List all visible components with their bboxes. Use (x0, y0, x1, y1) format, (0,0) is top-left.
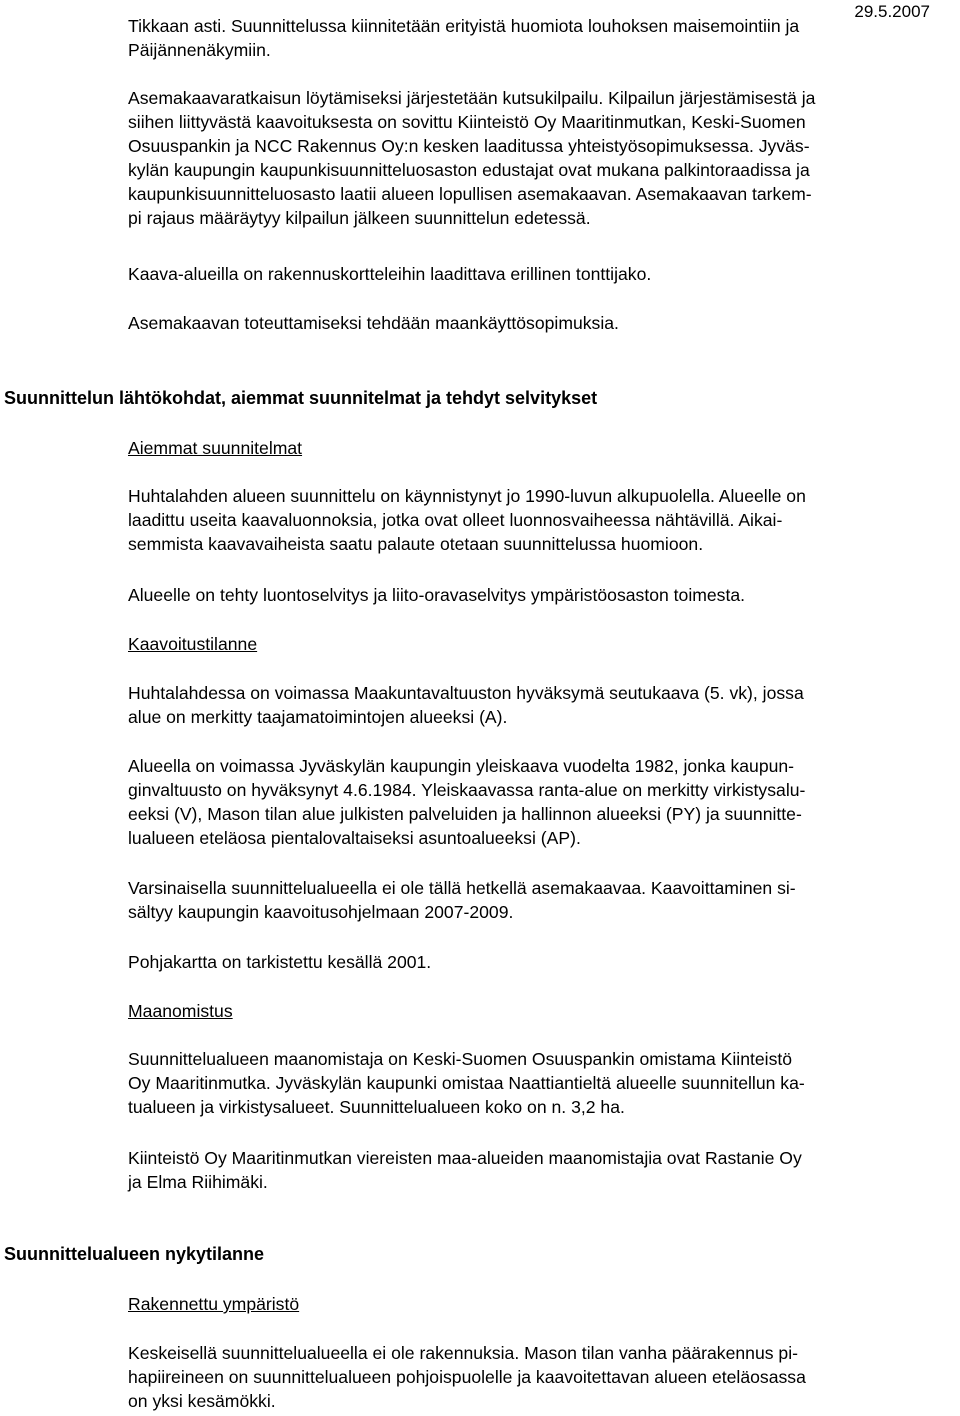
section-heading: Suunnittelun lähtökohdat, aiemmat suunnitelmat ja tehdyt selvitykset (4, 388, 598, 408)
text-line: laadittu useita kaavaluonnoksia, jotka ovat olleet luonnosvaiheessa nähtävillä. Aikai- (128, 510, 783, 530)
paragraph (128, 876, 948, 924)
text-line: kylän kaupungin kaupunkisuunnitteluosaston edustajat ovat mukana palkintoraadissa ja (128, 160, 810, 180)
paragraph (128, 262, 948, 286)
text-line: Alueella on voimassa Jyväskylän kaupungin yleiskaava vuodelta 1982, jonka kaupun- (128, 756, 795, 776)
text-line: Oy Maaritinmutka. Jyväskylän kaupunki omistaa Naattiantieltä alueelle suunnitellun ka- (128, 1073, 805, 1093)
subsection-heading: Rakennettu ympäristö (128, 1294, 300, 1314)
paragraph (128, 1047, 948, 1119)
text-line: Päijännenäkymiin. (128, 40, 271, 60)
text-line: alue on merkitty taajamatoimintojen alueeksi (A). (128, 707, 508, 727)
text-line: lualueen eteläosa pientalovaltaiseksi asuntoalueeksi (AP). (128, 828, 581, 848)
paragraph (128, 754, 948, 850)
subsection-heading: Kaavoitustilanne (128, 634, 258, 654)
text-line: on yksi kesämökki. (128, 1391, 276, 1411)
text-line: ja Elma Riihimäki. (128, 1172, 268, 1192)
text-line: Pohjakartta on tarkistettu kesällä 2001. (128, 952, 432, 972)
text-line: hapiireineen on suunnittelualueen pohjoispuolelle ja kaavoitettavan alueen eteläosassa (128, 1367, 806, 1387)
text-line: Suunnittelualueen maanomistaja on Keski-Suomen Osuuspankin omistama Kiinteistö (128, 1049, 793, 1069)
paragraph (128, 484, 948, 556)
paragraph (128, 14, 948, 62)
section-heading: Suunnittelualueen nykytilanne (4, 1244, 265, 1264)
text-line: tualueen ja virkistysalueet. Suunnittelualueen koko on n. 3,2 ha. (128, 1097, 625, 1117)
text-line: ginvaltuusto on hyväksynyt 4.6.1984. Yleiskaavassa ranta-alue on merkitty virkistysalu- (128, 780, 806, 800)
text-line: Alueelle on tehty luontoselvitys ja liito-oravaselvitys ympäristöosaston toimesta. (128, 585, 746, 605)
text-line: Asemakaavan toteuttamiseksi tehdään maankäyttösopimuksia. (128, 313, 619, 333)
paragraph (128, 86, 948, 230)
text-line: Kiinteistö Oy Maaritinmutkan viereisten maa-alueiden maanomistajia ovat Rastanie Oy (128, 1148, 802, 1168)
subsection-heading: Aiemmat suunnitelmat (128, 438, 303, 458)
text-line: eeksi (V), Mason tilan alue julkisten palveluiden ja hallinnon alueeksi (PY) ja suunnitte- (128, 804, 802, 824)
text-line: Asemakaavaratkaisun löytämiseksi järjestetään kutsukilpailu. Kilpailun järjestämisestä ja (128, 88, 816, 108)
text-line: Huhtalahdessa on voimassa Maakuntavaltuuston hyväksymä seutukaava (5. vk), jossa (128, 683, 804, 703)
text-line: Kaava-alueilla on rakennuskortteleihin laadittava erillinen tonttijako. (128, 264, 652, 284)
paragraph (128, 1146, 948, 1194)
text-line: Keskeisellä suunnittelualueella ei ole rakennuksia. Mason tilan vanha päärakennus pi- (128, 1343, 798, 1363)
text-line: sältyy kaupungin kaavoitusohjelmaan 2007-2009. (128, 902, 514, 922)
paragraph (128, 681, 948, 729)
text-line: Huhtalahden alueen suunnittelu on käynnistynyt jo 1990-luvun alkupuolella. Alueelle on (128, 486, 806, 506)
paragraph (128, 583, 948, 607)
text-line: Osuuspankin ja NCC Rakennus Oy:n kesken laaditussa yhteistyösopimuksessa. Jyväs- (128, 136, 810, 156)
paragraph (128, 950, 948, 974)
paragraph (128, 1341, 948, 1413)
text-line: Tikkaan asti. Suunnittelussa kiinnitetään erityistä huomiota louhoksen maisemointiin ja (128, 16, 800, 36)
text-line: pi rajaus määräytyy kilpailun jälkeen suunnittelun edetessä. (128, 208, 591, 228)
text-line: siihen liittyvästä kaavoituksesta on sovittu Kiinteistö Oy Maaritinmutkan, Keski-Suomen (128, 112, 806, 132)
text-line: semmista kaavavaiheista saatu palaute otetaan suunnittelussa huomioon. (128, 534, 704, 554)
text-line: kaupunkisuunnitteluosasto laatii alueen lopullisen asemakaavan. Asemakaavan tarkem- (128, 184, 812, 204)
text-line: Varsinaisella suunnittelualueella ei ole tällä hetkellä asemakaavaa. Kaavoittaminen si- (128, 878, 796, 898)
subsection-heading: Maanomistus (128, 1001, 233, 1021)
paragraph (128, 311, 948, 335)
document-date: 29.5.2007 (854, 2, 930, 21)
